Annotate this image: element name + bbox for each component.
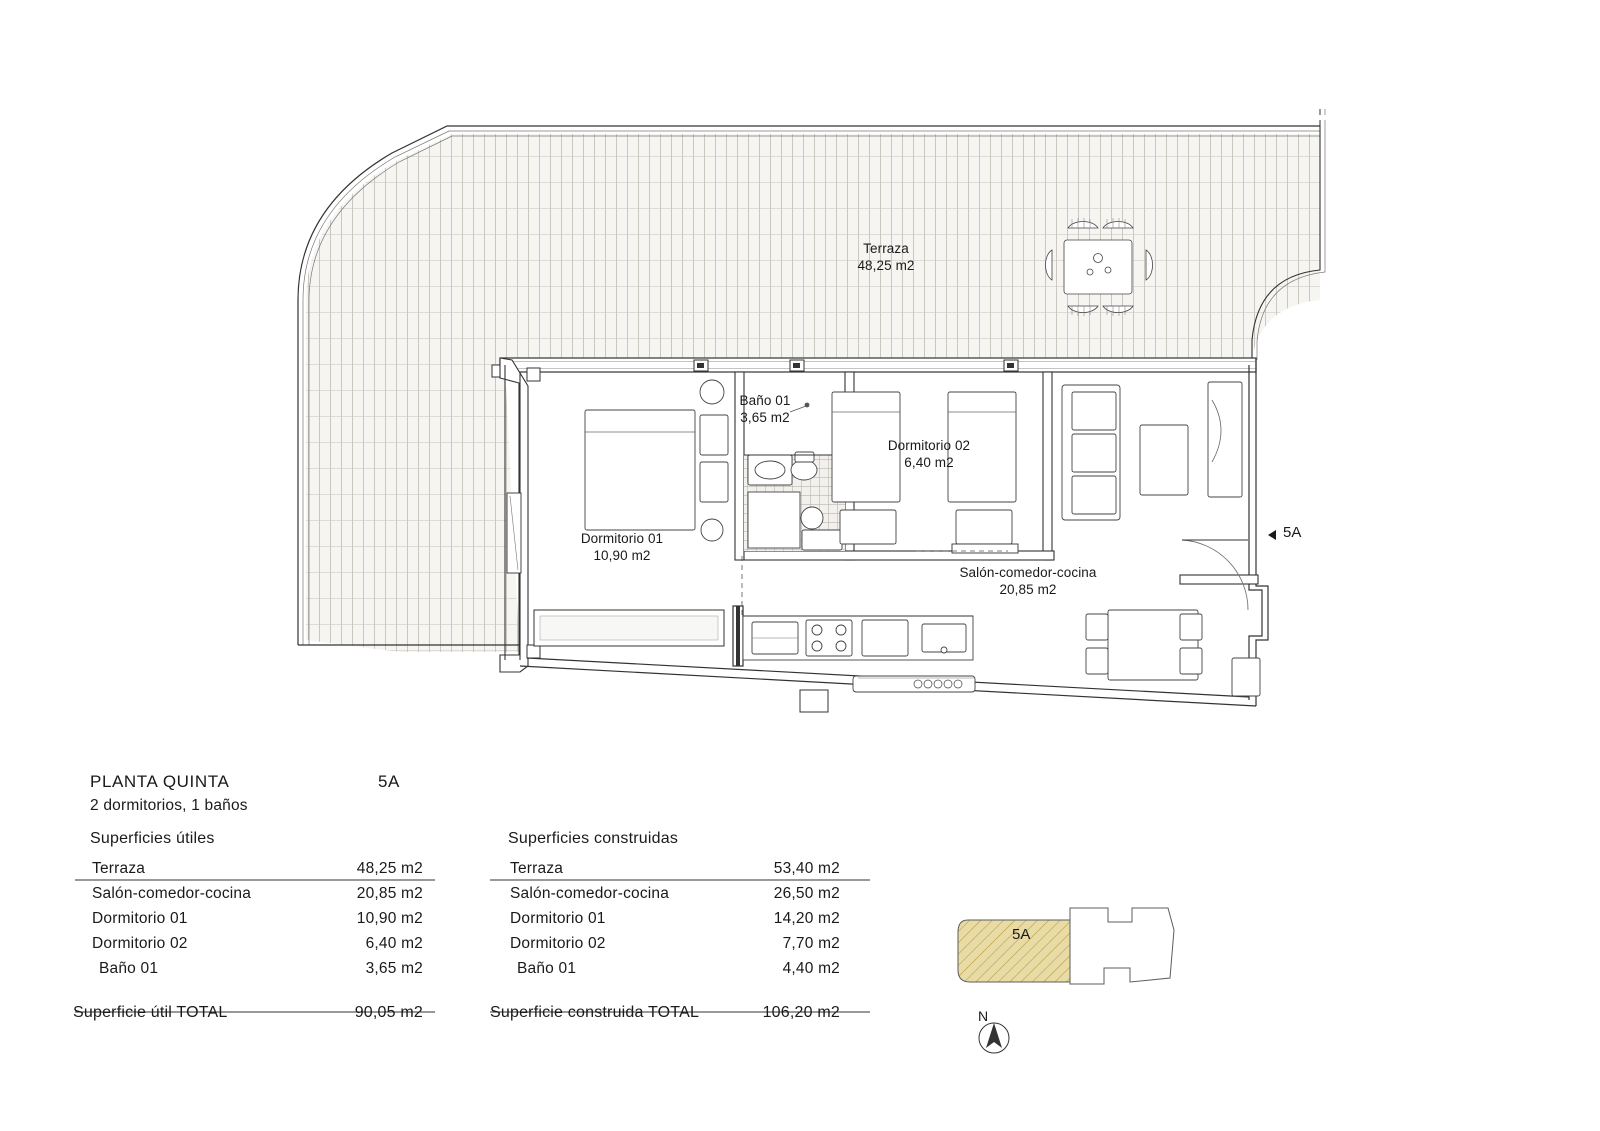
built-total-value: 106,20 m2 <box>762 1004 840 1021</box>
useful-row-label-4: Baño 01 <box>99 960 159 977</box>
room-label-dormitorio-01: Dormitorio 01 10,90 m2 <box>580 531 664 563</box>
built-row-value-3: 7,70 m2 <box>782 935 840 952</box>
unit-subtitle: 2 dormitorios, 1 baños <box>90 797 248 814</box>
unit-code: 5A <box>378 772 400 791</box>
useful-row-label-2: Dormitorio 01 <box>92 910 188 927</box>
bathroom-01-fixtures <box>744 452 845 551</box>
room-label-salon-comedor-cocina: Salón-comedor-cocina 20,85 m2 <box>959 565 1097 597</box>
built-row-value-0: 53,40 m2 <box>773 860 840 877</box>
key-plan-diagram <box>958 908 1174 1053</box>
room-label-bano-01: Baño 01 3,65 m2 <box>739 393 791 425</box>
useful-row-value-2: 10,90 m2 <box>356 910 423 927</box>
useful-row-value-1: 20,85 m2 <box>356 885 423 902</box>
useful-total-value: 90,05 m2 <box>354 1004 423 1021</box>
useful-row-value-0: 48,25 m2 <box>356 860 423 877</box>
useful-row-value-4: 3,65 m2 <box>365 960 423 977</box>
built-areas-header: Superficies construidas <box>508 830 679 847</box>
built-row-label-4: Baño 01 <box>517 960 577 977</box>
built-row-label-0: Terraza <box>510 860 564 877</box>
room-label-terraza: Terraza 48,25 m2 <box>857 241 915 273</box>
built-row-label-1: Salón-comedor-cocina <box>510 885 670 902</box>
unit-entry-marker <box>1268 530 1276 540</box>
unit-marker-5a: 5A <box>1283 524 1302 541</box>
key-plan-unit-label: 5A <box>1012 926 1031 943</box>
floor-title: PLANTA QUINTA <box>90 772 230 791</box>
useful-areas-header: Superficies útiles <box>90 830 215 847</box>
built-row-value-1: 26,50 m2 <box>773 885 840 902</box>
room-label-dormitorio-02: Dormitorio 02 6,40 m2 <box>887 438 971 470</box>
built-row-value-4: 4,40 m2 <box>782 960 840 977</box>
useful-row-label-1: Salón-comedor-cocina <box>92 885 252 902</box>
built-row-value-2: 14,20 m2 <box>773 910 840 927</box>
built-total-label: Superficie construida TOTAL <box>490 1004 700 1021</box>
schedule-rules <box>75 880 870 1012</box>
useful-row-label-3: Dormitorio 02 <box>92 935 188 952</box>
useful-row-value-3: 6,40 m2 <box>365 935 423 952</box>
north-label: N <box>978 1008 989 1024</box>
useful-row-label-0: Terraza <box>92 860 146 877</box>
built-row-label-2: Dormitorio 01 <box>510 910 606 927</box>
useful-total-label: Superficie útil TOTAL <box>73 1004 228 1021</box>
built-row-label-3: Dormitorio 02 <box>510 935 606 952</box>
